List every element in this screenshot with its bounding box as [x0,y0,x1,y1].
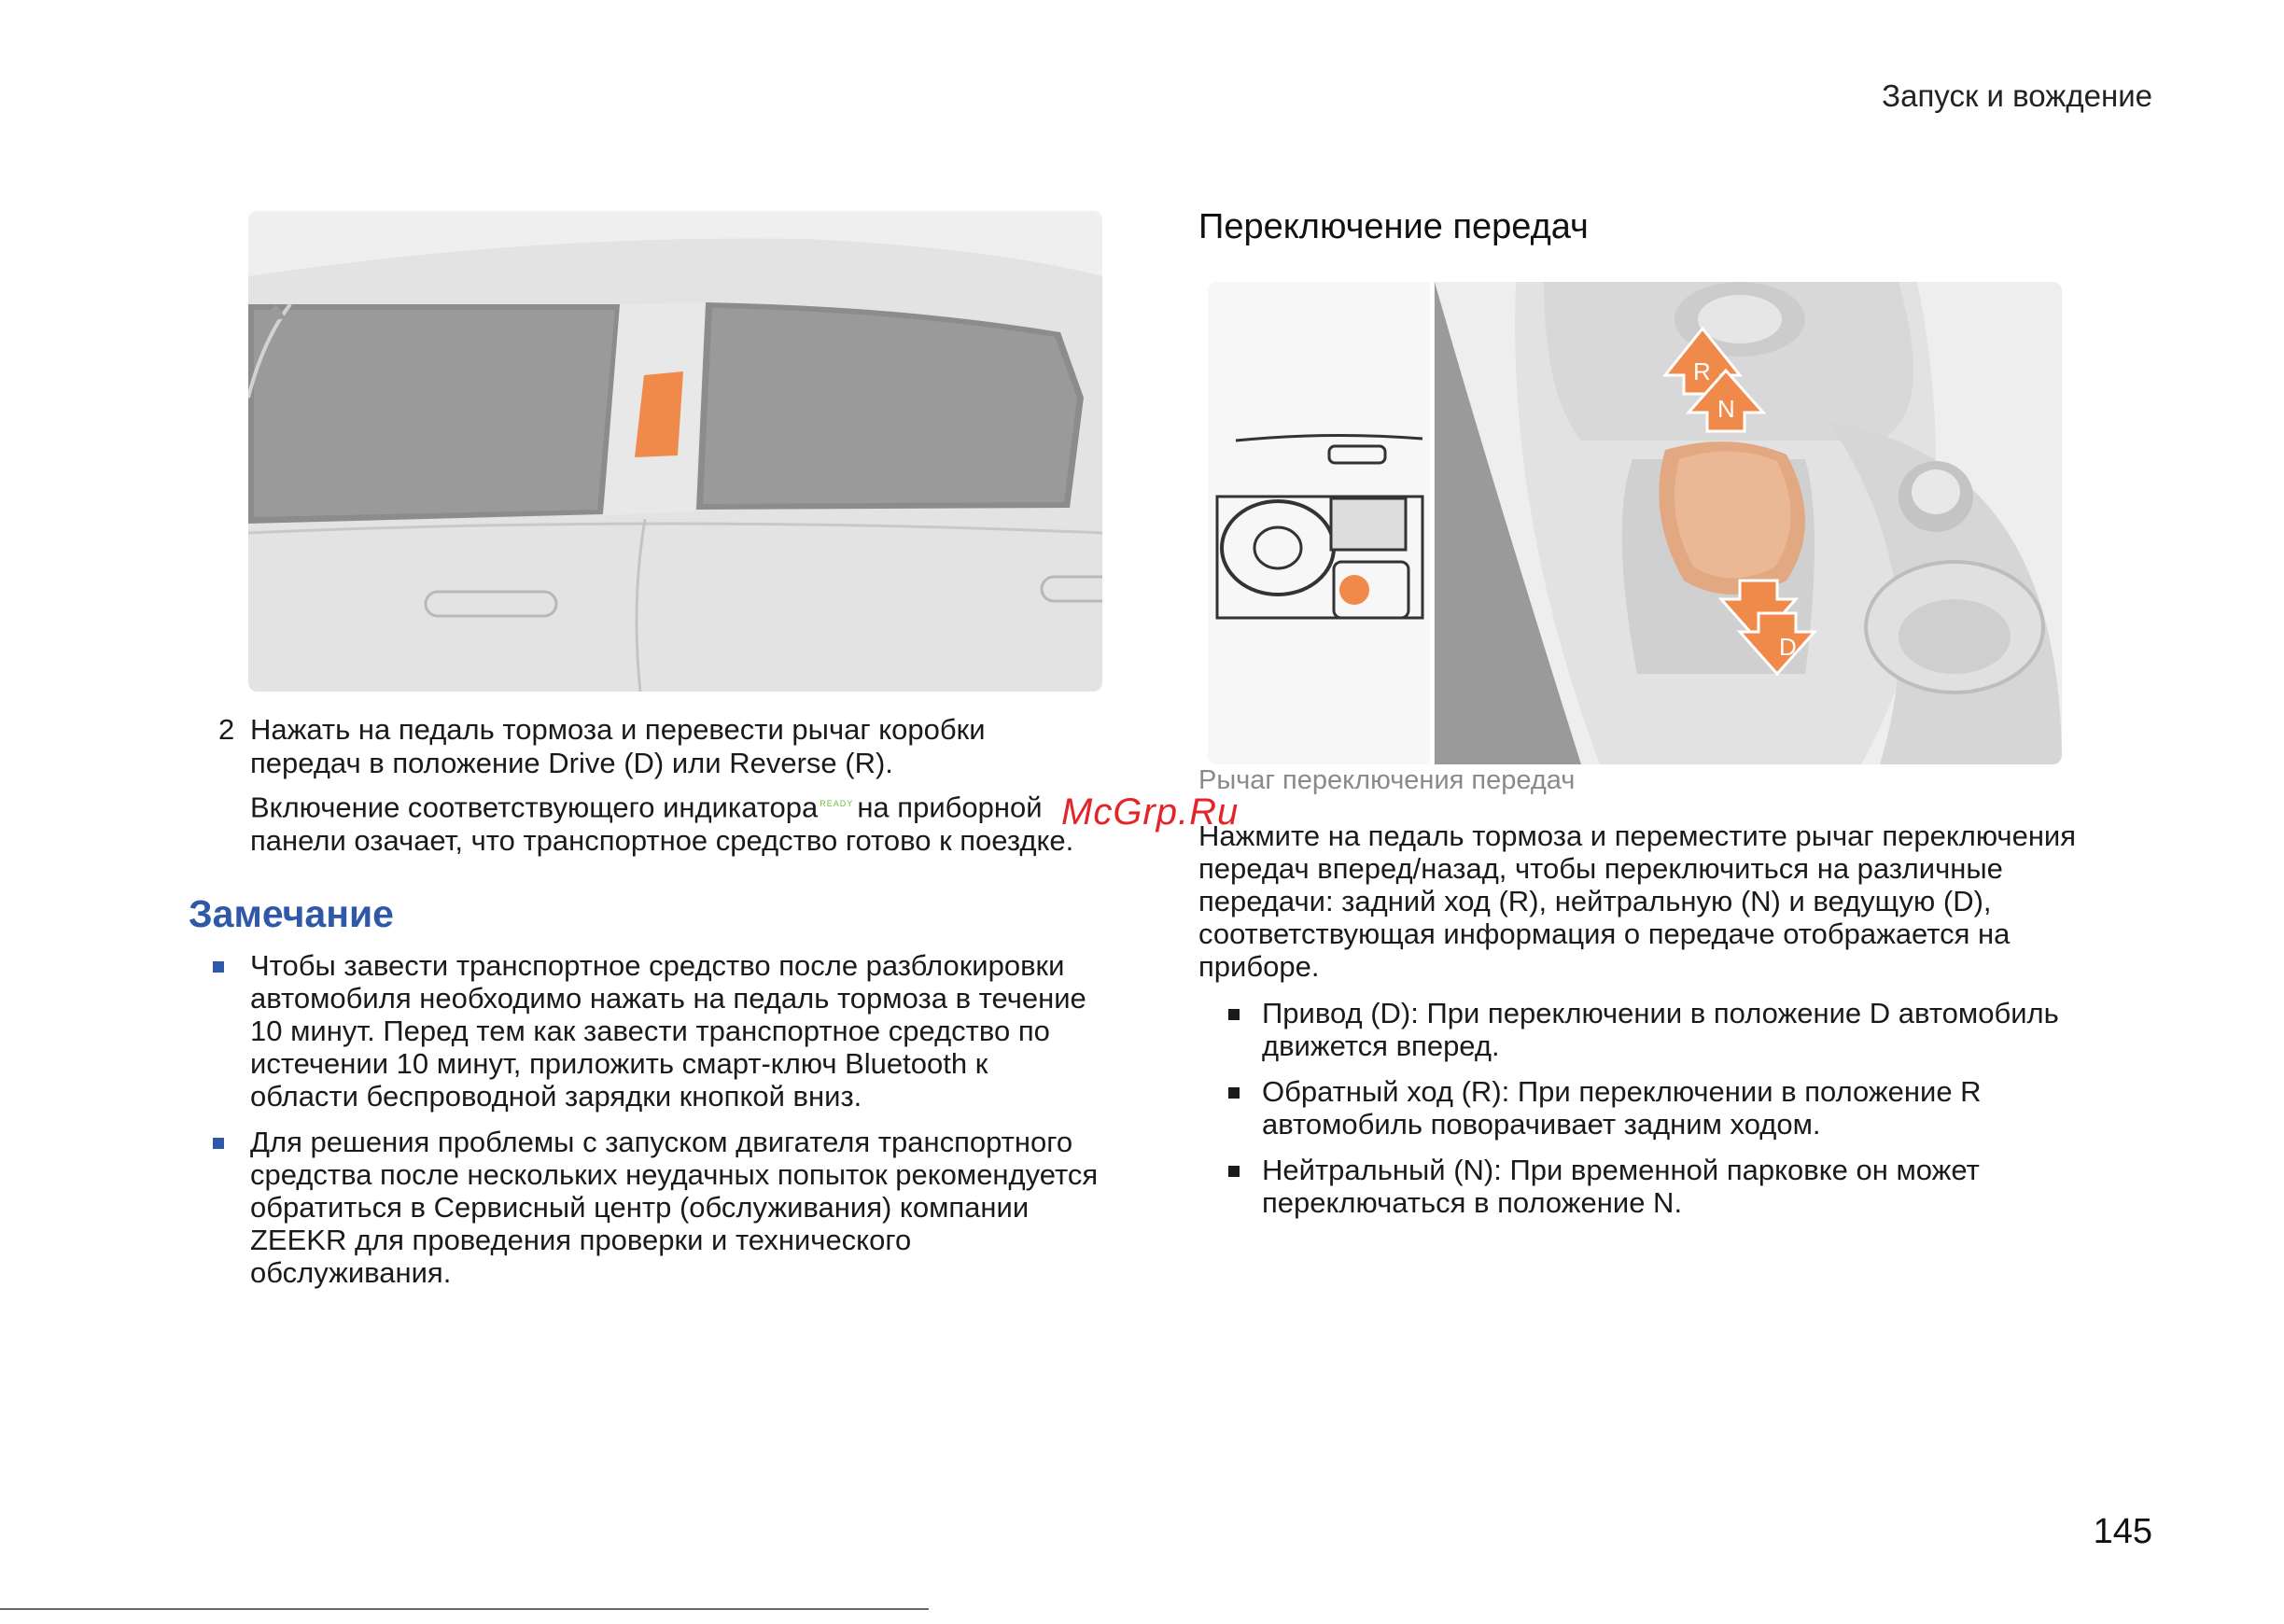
note-title: Замечание [189,892,394,935]
gear-shifter-illustration [1208,282,2062,764]
footer-divider [0,1608,929,1610]
step-number: 2 [218,713,235,746]
drive-label: D [1779,633,1797,661]
bullet-square-icon [1228,1166,1240,1177]
section-title: Переключение передач [1198,207,1589,246]
step-2 [183,713,1098,858]
shift-paragraph: Нажмите на педаль тормоза и переместите рычаг переключения передач вперед/назад, чтобы переключиться на различные передачи: задний ход (R), нейтральную (N) и ведущую (D), соответствующая информация о передаче отображается на приборе. [1198,819,2077,983]
watermark: McGrp.Ru [1061,791,1240,833]
bullet-square-icon [213,1138,224,1149]
step-text: Нажать на педаль тормоза и перевести рычаг коробки передач в положение Drive (D) или Reverse (R). [250,713,986,779]
figure-caption: Рычаг переключения передач [1198,765,1576,795]
neutral-label: N [1717,395,1735,423]
gear-item-drive: Привод (D): При переключении в положение D автомобиль движется вперед. [1228,997,2124,1062]
ready-indicator-icon: READY [820,799,854,808]
bullet-square-icon [1228,1009,1240,1020]
step-indicator-text: Включение соответствующего индикатора READY на приборной панели озачает, что транспортное средство готово к поездке. [250,787,1098,858]
note-list [213,949,1100,1302]
car-side-illustration [248,211,1102,692]
gear-item-reverse: Обратный ход (R): При переключении в положение R автомобиль поворачивает задним ходом. [1228,1075,2124,1141]
section-header: Запуск и вождение [1882,78,2152,113]
note-item: Для решения проблемы с запуском двигателя транспортного средства после нескольких неудачных попыток рекомендуется обратиться в Сервисный центр (обслуживания) компании ZEEKR для проведения проверки и технического обслуживания. [213,1126,1100,1289]
shifter-location-dot [1339,575,1369,605]
gear-list [1228,997,2124,1232]
note-item: Чтобы завести транспортное средство после разблокировки автомобиля необходимо нажать на педаль тормоза в течение 10 минут. Перед тем как завести транспортное средство по истечении 10 минут, приложить смарт-ключ Bluetooth к области беспроводной зарядки кнопкой вниз. [213,949,1100,1113]
page-number: 145 [2093,1512,2152,1551]
gear-item-neutral: Нейтральный (N): При временной парковке он может переключаться в положение N. [1228,1154,2124,1219]
reverse-label: R [1693,357,1711,385]
bullet-square-icon [1228,1087,1240,1099]
bullet-square-icon [213,961,224,973]
